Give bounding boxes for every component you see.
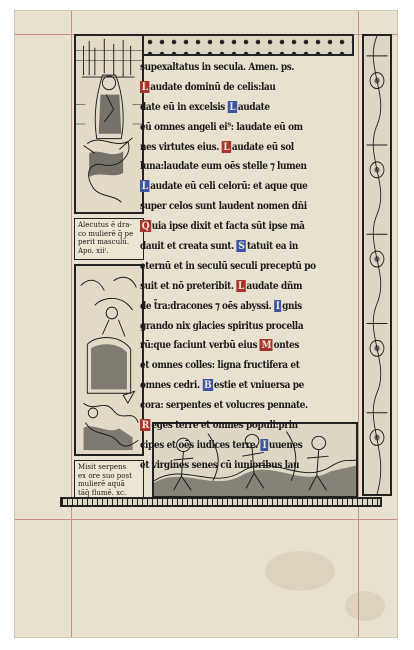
text-run: audate eū celi celorū: et aque que [150, 180, 308, 193]
text-line [140, 197, 326, 217]
caption-line: mulierē aquã [78, 480, 125, 488]
ruling-line [358, 11, 359, 637]
text-line [140, 118, 326, 138]
text-run: cipes et oēs iudices terre. [140, 438, 261, 451]
text-run: rū:que faciunt verbū eius [140, 339, 260, 352]
woodcut-woman-and-dragon [74, 34, 144, 214]
text-run: grando nix glacies spiritus procella [140, 319, 304, 332]
caption-line: co mulierē q̃ pe [78, 229, 134, 238]
caption-line: Misit serpens [78, 463, 127, 471]
text-run: suit et nō preteribit. [140, 279, 237, 292]
text-line [140, 98, 326, 118]
text-line [140, 177, 326, 197]
caption-woman-dragon [74, 218, 144, 260]
text-run: audate eū sol [231, 140, 294, 153]
text-line [140, 396, 326, 416]
text-line [140, 336, 326, 356]
text-line [140, 217, 326, 237]
text-line [140, 436, 326, 456]
text-line [140, 416, 326, 436]
text-line [140, 237, 326, 257]
caption-serpent-flood [74, 460, 144, 500]
text-run: eternū et in seculū seculi preceptū po [140, 259, 316, 272]
initial-letter: L [141, 180, 148, 193]
paper-stain [265, 551, 335, 591]
initial-letter: L [141, 80, 148, 93]
text-run: et virgines senes cū iunioribus lau [140, 458, 300, 471]
initial-letter: L [238, 279, 244, 292]
text-line [140, 456, 326, 476]
text-line [140, 78, 326, 98]
text-run: omnes cedri. [140, 379, 203, 392]
text-run: audate dñm [246, 279, 303, 292]
caption-line: ex ore suo post [78, 471, 132, 480]
text-run: tatuit ea in [246, 240, 299, 253]
text-run: et omnes colles: ligna fructifera et [140, 359, 300, 372]
initial-letter: I [275, 299, 280, 312]
ornamental-right-border [362, 34, 392, 496]
ruling-line [15, 519, 397, 520]
text-run: eū omnes angeli ei⁹: laudate eū om [140, 120, 303, 133]
initial-letter: R [141, 419, 149, 432]
text-line [140, 297, 326, 317]
text-line [140, 376, 326, 396]
initial-letter: S [238, 240, 245, 253]
text-run: date eū in excelsis [140, 100, 228, 113]
caption-line: tãq̃ flumē. xc. [78, 488, 127, 497]
text-run: uia ipse dixit et facta sūt ipse mā [151, 220, 305, 233]
initial-letter: L [223, 140, 230, 153]
text-run: supexaltatus in secula. Amen. ps. [140, 61, 295, 73]
initial-letter: I [262, 438, 267, 451]
text-line [140, 257, 326, 277]
text-line [140, 277, 326, 297]
ornamental-top-band [142, 34, 354, 56]
text-run: estie et vniuersa pe [213, 379, 304, 392]
text-run: dauit et creata sunt. [140, 240, 237, 253]
text-block [140, 58, 356, 471]
initial-letter: B [204, 379, 212, 392]
text-run: uuenes [268, 438, 303, 451]
text-line [140, 317, 326, 337]
text-line [140, 58, 326, 78]
text-run: nes virtutes eius. [140, 140, 222, 153]
caption-line: Apo. xiiᶦ. [78, 246, 109, 255]
caption-line: perit masculū. [78, 238, 130, 246]
paper-stain [345, 591, 385, 621]
text-run: audate [237, 100, 270, 113]
text-run: cora: serpentes et volucres pennate. [140, 399, 308, 412]
text-run: luna:laudate eum oēs stelle ⁊ lumen [140, 160, 307, 173]
initial-letter: L [229, 100, 236, 113]
text-run: gnis [282, 299, 302, 312]
text-run: super celos sunt laudent nomen dñi [140, 200, 307, 213]
initial-letter: Q [141, 220, 150, 233]
text-line [140, 356, 326, 376]
caption-line: Alecutus ē dra- [78, 221, 132, 229]
ornamental-bottom-band [60, 497, 382, 507]
text-run: eges terre et omnes populi:prin [151, 419, 298, 432]
woodcut-serpent-and-flood [74, 264, 144, 456]
text-run: ontes [273, 339, 300, 352]
ruling-line [71, 11, 72, 637]
initial-letter: M [261, 339, 272, 352]
text-run: audate dominū de celis:lau [150, 80, 276, 93]
text-line [140, 157, 326, 177]
text-run: de t̃ra:dracones ⁊ oēs abyssi. [140, 299, 275, 312]
text-line [140, 138, 326, 158]
